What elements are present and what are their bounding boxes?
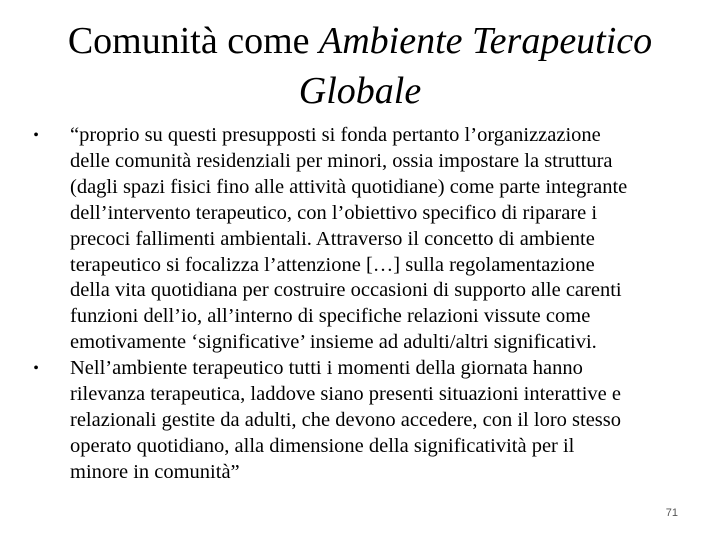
bullet-2-line-5: minore in comunità” [70, 460, 240, 483]
bullet-item-2 [26, 356, 686, 486]
title-emphasis-1: Ambiente Terapeutico [319, 20, 653, 62]
title-prefix: Comunità come [67, 20, 320, 62]
title-emphasis-2: Globale [298, 70, 422, 112]
bullet-marker-icon: • [33, 360, 39, 378]
bullet-1-line-7: della vita quotidiana per costruire occasioni di supporto alle carenti [70, 279, 622, 302]
bullet-2-line-3: relazionali gestite da adulti, che devono accedere, con il loro stesso [70, 408, 622, 431]
bullet-2-line-2: rilevanza terapeutica, laddove siano presenti situazioni interattive e [70, 383, 621, 406]
bullet-list [26, 123, 686, 486]
bullet-2-line-1: Nell’ambiente terapeutico tutti i momenti della giornata hanno [70, 357, 583, 380]
bullet-1-line-9: emotivamente ‘significative’ insieme ad adulti/altri significativi. [70, 331, 597, 354]
bullet-marker-icon: • [33, 127, 39, 144]
bullet-1-line-3: (dagli spazi fisici fino alle attività quotidiane) come parte integrante [70, 175, 628, 198]
bullet-1-line-4: dell’intervento terapeutico, con l’obiettivo specifico di riparare i [70, 201, 598, 224]
bullet-1-line-2: delle comunità residenziali per minori, ossia impostare la struttura [70, 149, 613, 172]
bullet-2-line-4: operato quotidiano, alla dimensione della significatività per il [70, 434, 575, 457]
bullet-1-line-6: terapeutico si focalizza l’attenzione […] sulla regolamentazione [70, 253, 595, 276]
slide-title [0, 16, 720, 116]
page-number: 71 [665, 507, 678, 519]
bullet-1-line-8: funzioni dell’io, all’interno di specifiche relazioni vissute come [70, 305, 591, 328]
bullet-item-1 [26, 123, 686, 356]
bullet-1-line-1: “proprio su questi presupposti si fonda pertanto l’organizzazione [70, 124, 601, 146]
title-line-1 [0, 16, 720, 66]
bullet-1-line-5: precoci fallimenti ambientali. Attraverso il concetto di ambiente [70, 227, 595, 250]
